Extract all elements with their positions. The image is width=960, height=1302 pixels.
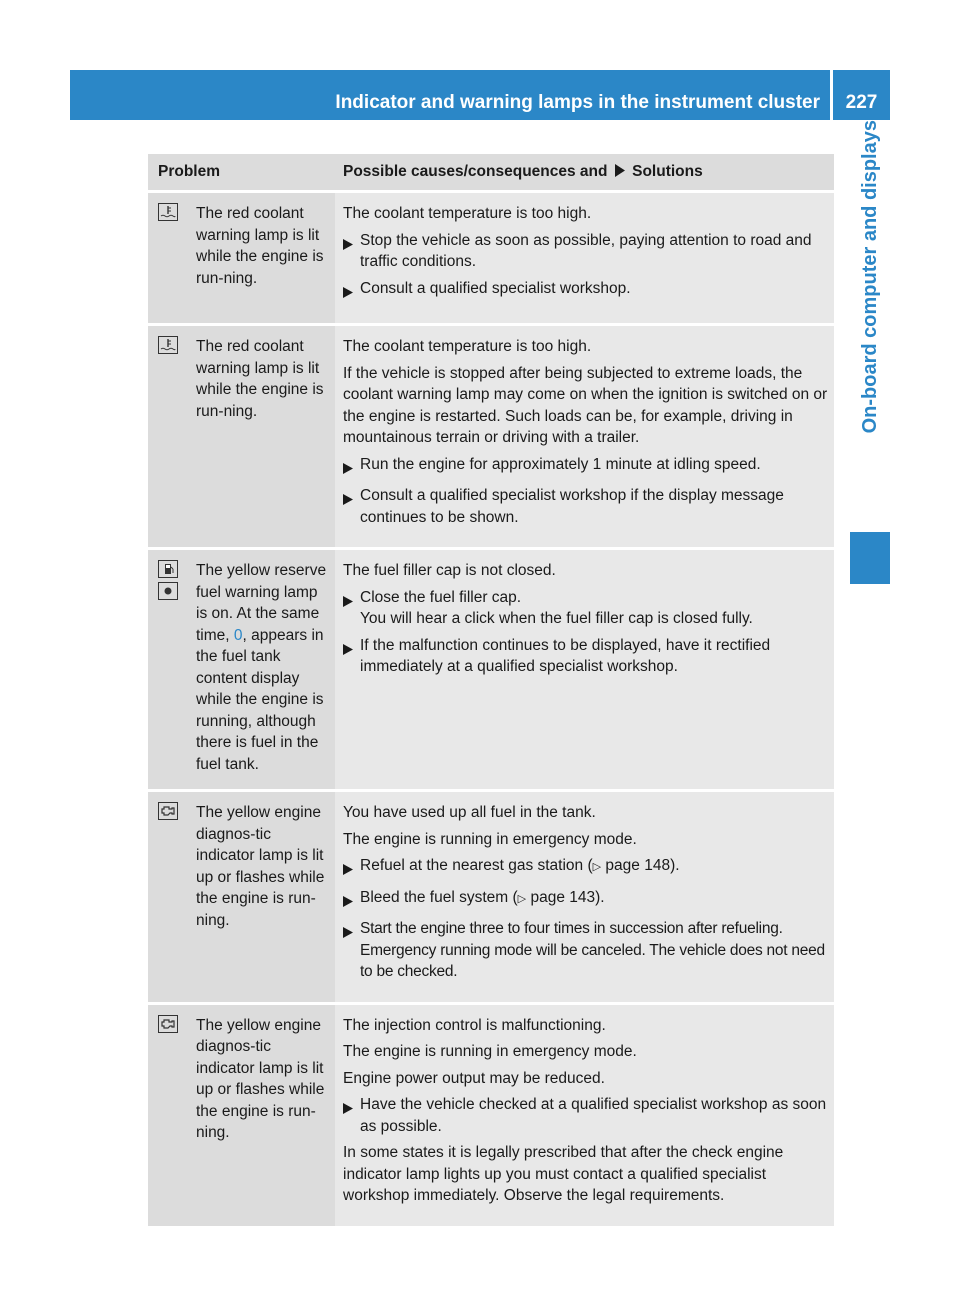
solution-step-text: Run the engine for approximately 1 minute at idling speed. xyxy=(360,455,761,473)
play-arrow-icon xyxy=(614,164,626,177)
table-row xyxy=(148,549,834,791)
fuel-gauge-zero-symbol: 0 xyxy=(233,626,243,644)
solution-step-note: You will hear a click when the fuel filler cap is closed fully. xyxy=(360,610,753,627)
step-arrow-icon xyxy=(343,864,353,875)
solution-cell xyxy=(335,192,834,325)
table-row xyxy=(148,791,834,1004)
step-arrow-icon xyxy=(343,1103,353,1114)
solution-step xyxy=(343,635,828,678)
solution-cell xyxy=(335,549,834,791)
solution-cell xyxy=(335,791,834,1004)
legal-note-text: In some states it is legally prescribed that after the check engine indicator lamp lights up you must contact a qualified specialist workshop immediately. Observe the legal requirements. xyxy=(343,1144,784,1204)
problem-text xyxy=(196,560,331,775)
solution-step xyxy=(343,1094,828,1137)
problem-text: The red coolant warning lamp is lit while the engine is run-ning. xyxy=(196,205,324,287)
solution-step-text: Refuel at the nearest gas station ( xyxy=(360,857,593,874)
column-header-problem: Problem xyxy=(148,154,335,192)
step-arrow-icon xyxy=(343,596,353,607)
coolant-icon xyxy=(158,336,178,354)
solution-step xyxy=(343,485,828,528)
solution-step xyxy=(343,587,828,630)
problem-text-part: The yellow reserve fuel warning lamp is on. At the same time, xyxy=(196,562,327,644)
cause-text: The injection control is malfunctioning. xyxy=(343,1016,606,1034)
solution-step-text: Consult a qualified specialist workshop. xyxy=(360,279,631,297)
step-arrow-icon xyxy=(343,896,353,907)
page-reference-link[interactable]: page 148). xyxy=(605,857,680,874)
solution-cell xyxy=(335,325,834,549)
coolant-icon xyxy=(158,203,178,221)
problem-text: The red coolant warning lamp is lit while the engine is run-ning. xyxy=(196,338,324,420)
cause-text: The engine is running in emergency mode. xyxy=(343,830,637,848)
cause-text: The coolant temperature is too high. xyxy=(343,205,592,222)
step-arrow-icon xyxy=(343,494,353,505)
solution-step xyxy=(343,887,828,914)
cause-text: Engine power output may be reduced. xyxy=(343,1069,605,1087)
column-header-solutions xyxy=(335,154,834,192)
warning-lamp-table xyxy=(148,154,834,1229)
problem-cell xyxy=(148,192,335,325)
table-header-row xyxy=(148,154,834,192)
table-row xyxy=(148,325,834,549)
step-arrow-icon xyxy=(343,287,353,298)
cause-text: If the vehicle is stopped after being subjected to extreme loads, the coolant warning lamp may come on when the ignition is switched on or the engine is restarted. Such loads can be, for example, driving in mountainous terrain or driving with a trailer. xyxy=(343,364,828,446)
solution-step xyxy=(343,918,828,983)
problem-text: The yellow engine diagnos-tic indicator lamp is lit up or flashes while the engine is run-ning. xyxy=(196,1016,325,1141)
solution-step xyxy=(343,855,828,882)
solution-step-text: Close the fuel filler cap. xyxy=(360,588,522,606)
section-side-tab-label: On-board computer and displays xyxy=(859,120,881,434)
solution-step-text: If the malfunction continues to be displayed, have it rectified immediately at a qualified specialist workshop. xyxy=(360,636,771,675)
column-header-solutions-prefix: Possible causes/consequences and xyxy=(343,163,608,181)
cause-text: The engine is running in emergency mode. xyxy=(343,1043,637,1060)
table-row xyxy=(148,192,834,325)
solution-step xyxy=(343,454,828,481)
page-header-title: Indicator and warning lamps in the instrument cluster xyxy=(335,92,820,113)
section-marker-block xyxy=(850,532,890,584)
problem-text: The yellow engine diagnos-tic indicator lamp is lit up or flashes while the engine is run-ning. xyxy=(196,804,325,929)
cause-text: You have used up all fuel in the tank. xyxy=(343,804,596,821)
page-reference-link[interactable]: page 143). xyxy=(530,888,605,906)
problem-cell xyxy=(148,791,335,1004)
step-arrow-icon xyxy=(343,927,353,938)
column-header-solutions-suffix: Solutions xyxy=(632,163,703,181)
table-row xyxy=(148,1003,834,1227)
step-arrow-icon xyxy=(343,644,353,655)
solution-cell xyxy=(335,1003,834,1227)
solution-step-text: Start the engine three to four times in succession after refueling. Emergency running mode will be canceled. The vehicle does not need to be checked. xyxy=(360,920,825,980)
step-arrow-icon xyxy=(343,239,353,250)
warning-dot-icon xyxy=(158,582,178,600)
solution-step xyxy=(343,278,828,305)
problem-cell xyxy=(148,549,335,791)
problem-cell xyxy=(148,325,335,549)
engine-icon xyxy=(158,802,178,820)
fuel-pump-icon xyxy=(158,560,178,578)
engine-icon xyxy=(158,1015,178,1033)
problem-cell xyxy=(148,1003,335,1227)
cause-text: The fuel filler cap is not closed. xyxy=(343,562,556,579)
page-number: 227 xyxy=(845,92,878,113)
solution-step xyxy=(343,230,828,273)
solution-step-text: Bleed the fuel system ( xyxy=(360,888,518,906)
cause-text: The coolant temperature is too high. xyxy=(343,338,592,355)
page-reference-icon: ▷ xyxy=(592,861,602,873)
problem-text-part: , appears in the fuel tank content display while the engine is running, although there is fuel in the fuel tank. xyxy=(196,626,324,773)
page-reference-icon: ▷ xyxy=(517,892,527,905)
solution-step-text: Have the vehicle checked at a qualified specialist workshop as soon as possible. xyxy=(360,1096,827,1135)
solution-step-text: Stop the vehicle as soon as possible, paying attention to road and traffic conditions. xyxy=(360,231,812,270)
section-side-tab xyxy=(850,120,890,528)
header-bar xyxy=(70,70,890,120)
solution-step-text: Consult a qualified specialist workshop if the display message continues to be shown. xyxy=(360,487,784,526)
step-arrow-icon xyxy=(343,463,353,474)
